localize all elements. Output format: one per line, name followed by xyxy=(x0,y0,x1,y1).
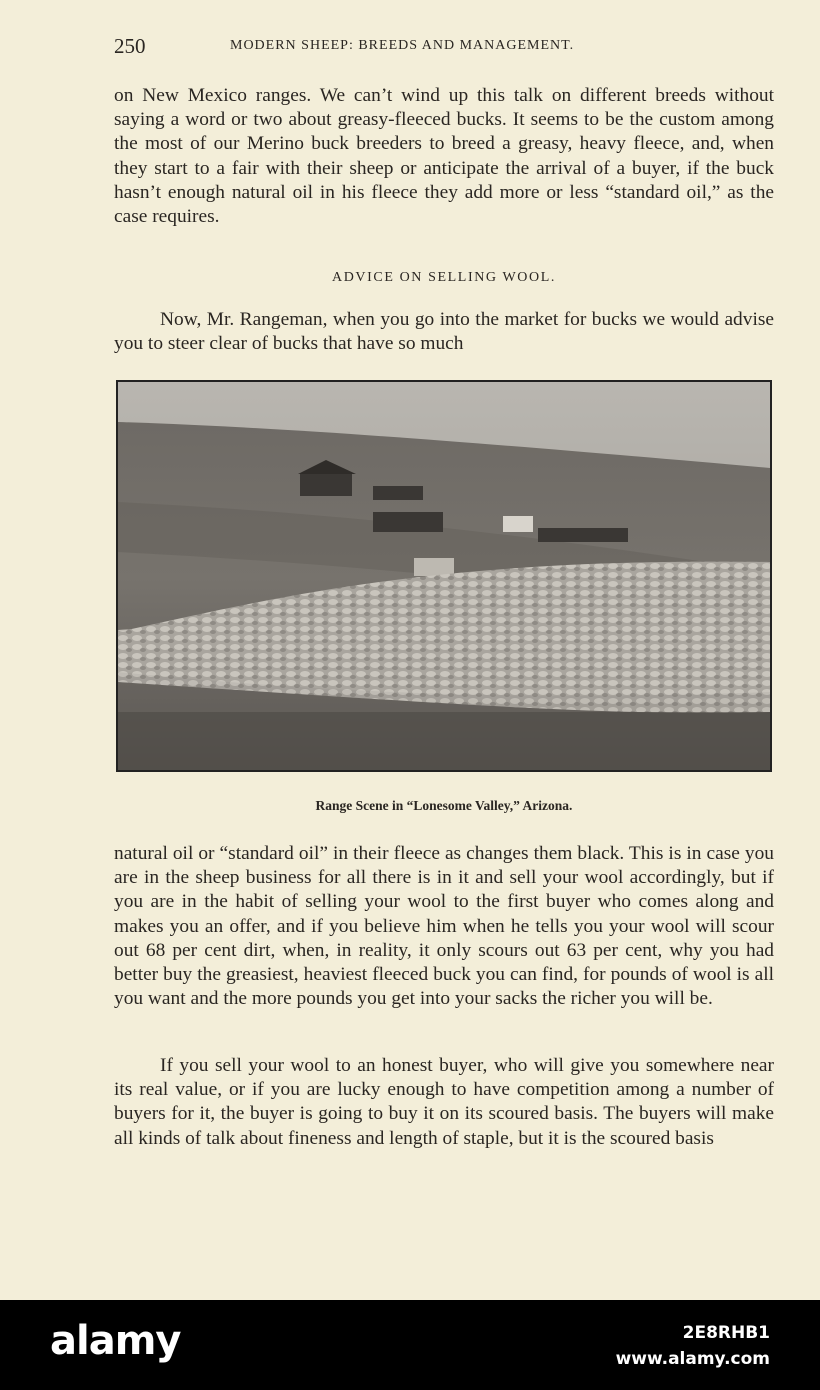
paragraph-1: on New Mexico ranges. We can’t wind up this talk on different breeds without saying a word or two about greasy-fleeced bucks. It seems to be the custom among the most of our Merino buck breeders to breed a greasy, heavy fleece, and, when they start to a fair with their sheep or anticipate the arrival of a buyer, if the buck hasn’t enough natural oil in his fleece they add more or less “standard oil,” as the case requires. xyxy=(114,85,774,228)
section-heading: ADVICE ON SELLING WOOL. xyxy=(332,270,556,285)
paragraph-4: If you sell your wool to an honest buyer, who will give you somewhere near its real value, or if you are lucky enough to have competition among a number of buyers for it, the buyer is going to buy it on its scoured basis. The buyers will make all kinds of talk about fineness and length of staple, but it is the scoured basis xyxy=(114,1055,774,1149)
paragraph-2: Now, Mr. Rangeman, when you go into the market for bucks we would advise you to steer clear of bucks that have so much xyxy=(114,309,774,355)
stock-url: www.alamy.com xyxy=(615,1349,770,1369)
photo-caption: Range Scene in “Lonesome Valley,” Arizona. xyxy=(315,798,573,813)
range-scene-photo xyxy=(116,380,772,772)
image-id: 2E8RHB1 xyxy=(682,1323,770,1343)
book-title: MODERN SHEEP: BREEDS AND MANAGEMENT. xyxy=(230,38,575,53)
page-number: 250 xyxy=(114,34,146,58)
stock-footer xyxy=(0,1300,820,1390)
paragraph-3: natural oil or “standard oil” in their fleece as changes them black. This is in case you are in the sheep business for all there is in it and sell your wool accordingly, but if you are in the habit of selling your wool to the first buyer who comes along and makes you an offer, and if you believe him when he tells you your wool will scour out 68 per cent dirt, when, in reality, it only scours out 63 per cent, why you had better buy the greasiest, heaviest fleeced buck you can find, for pounds of wool is all you want and the more pounds you get into your sacks the richer you will be. xyxy=(114,843,774,1010)
alamy-logo: alamy xyxy=(50,1318,181,1364)
running-head xyxy=(114,34,774,58)
stock-reference xyxy=(616,1320,770,1372)
